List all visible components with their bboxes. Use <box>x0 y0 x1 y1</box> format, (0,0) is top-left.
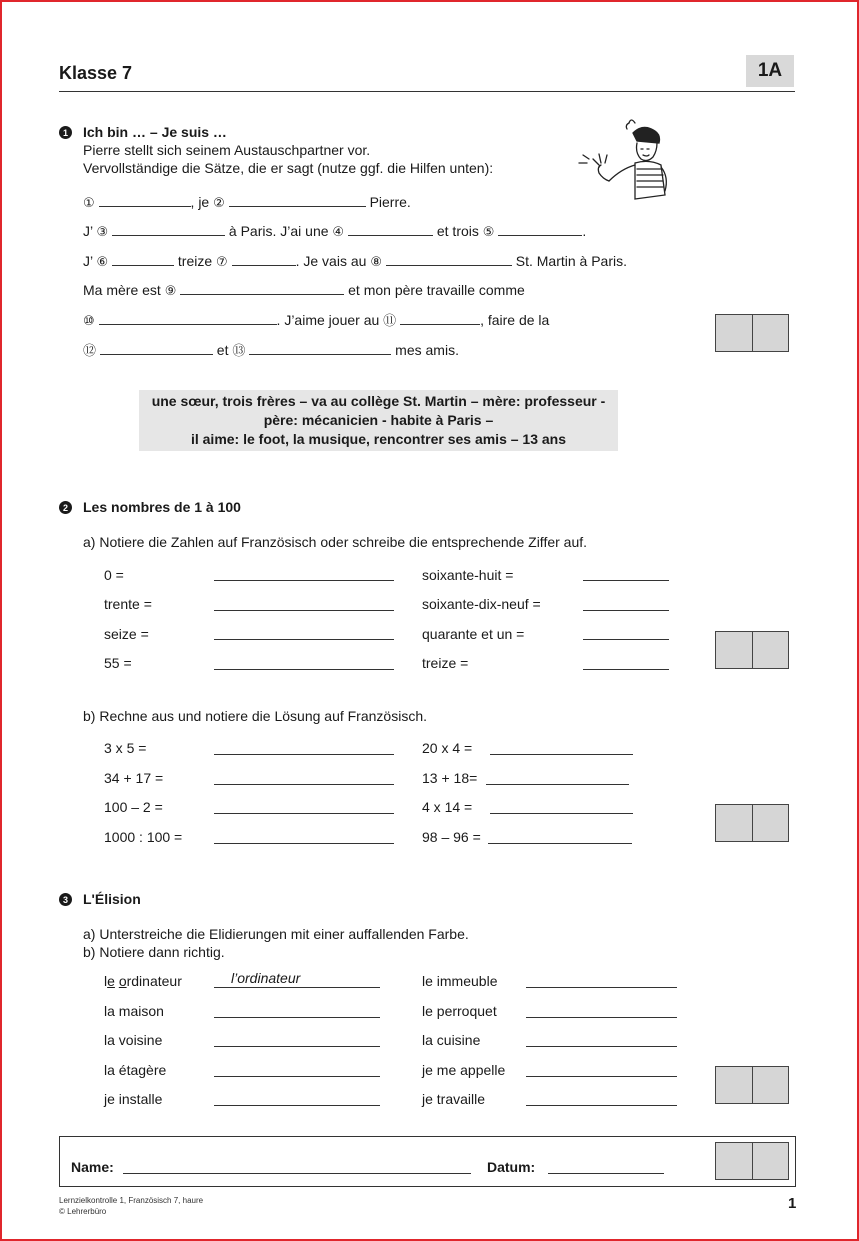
answer-line[interactable] <box>214 669 394 670</box>
answer-line[interactable] <box>214 754 394 755</box>
text-fragment: . J’aime jouer au <box>276 312 380 328</box>
answer-line[interactable] <box>214 784 394 785</box>
number-prompt: seize = <box>104 626 149 642</box>
section-2b-instruction: b) Rechne aus und notiere die Lösung auf Französisch. <box>83 708 427 724</box>
elision-prompt: la cuisine <box>422 1032 481 1048</box>
elision-prompt: la maison <box>104 1003 164 1019</box>
math-prompt: 4 x 14 = <box>422 799 473 815</box>
math-prompt: 1000 : 100 = <box>104 829 183 845</box>
hint-box <box>139 390 618 451</box>
answer-line[interactable] <box>526 1076 677 1077</box>
elision-example-prompt <box>104 973 182 989</box>
letter: l <box>104 973 108 989</box>
date-field[interactable] <box>548 1173 664 1174</box>
blank-10[interactable] <box>99 310 277 325</box>
circled-number: ① <box>83 196 95 211</box>
text-fragment: Ma mère est <box>83 282 161 298</box>
text-fragment: . Je vais au <box>295 253 367 269</box>
section-number-3: 3 <box>59 893 72 906</box>
blank-5[interactable] <box>498 221 582 236</box>
text-fragment: . <box>582 223 587 239</box>
section-1-intro-1: Pierre stellt sich seinem Austauschpartner vor. <box>83 142 371 158</box>
answer-line[interactable] <box>583 610 669 611</box>
answer-line[interactable] <box>214 580 394 581</box>
answer-line[interactable] <box>214 1076 380 1077</box>
answer-line[interactable] <box>214 843 394 844</box>
name-field[interactable] <box>123 1173 471 1174</box>
section-3b-instruction: b) Notiere dann richtig. <box>83 944 225 960</box>
circled-number: ⑪ <box>383 314 397 329</box>
math-prompt: 20 x 4 = <box>422 740 473 756</box>
date-label: Datum: <box>487 1159 536 1175</box>
blank-6[interactable] <box>112 251 174 266</box>
test-badge: 1A <box>746 55 794 87</box>
blank-9[interactable] <box>180 280 344 295</box>
class-title: Klasse 7 <box>59 63 133 83</box>
text-fragment: Pierre. <box>369 194 411 210</box>
header-divider <box>59 91 795 92</box>
blank-1[interactable] <box>99 192 191 207</box>
number-prompt: quarante et un = <box>422 626 525 642</box>
text-fragment: et mon père travaille comme <box>348 282 525 298</box>
number-prompt: trente = <box>104 596 152 612</box>
answer-line[interactable] <box>214 1017 380 1018</box>
text-fragment: , je <box>190 194 210 210</box>
elision-prompt: le perroquet <box>422 1003 497 1019</box>
sentence-line-1 <box>83 192 411 211</box>
example-answer: l’ordinateur <box>231 970 301 986</box>
sentence-line-5 <box>83 310 549 329</box>
answer-line[interactable] <box>490 754 633 755</box>
underlined-letter: e <box>107 973 115 989</box>
sentence-line-4 <box>83 280 525 299</box>
answer-line[interactable] <box>526 1046 677 1047</box>
section-number-2: 2 <box>59 501 72 514</box>
blank-2[interactable] <box>229 192 366 207</box>
number-prompt: 55 = <box>104 655 132 671</box>
footer-credit-2: © Lehrerbüro <box>59 1207 107 1216</box>
circled-number: ⑥ <box>96 255 109 270</box>
answer-line[interactable] <box>490 813 633 814</box>
number-prompt: soixante-huit = <box>422 567 514 583</box>
circled-number: ④ <box>332 225 345 240</box>
underlined-letter: o <box>118 973 127 989</box>
elision-prompt: je installe <box>104 1091 163 1107</box>
circled-number: ⑦ <box>216 255 228 270</box>
section-number-1: 1 <box>59 126 72 139</box>
circled-number: ③ <box>96 225 109 240</box>
number-prompt: 0 = <box>104 567 124 583</box>
text-fragment: J’ <box>83 253 93 269</box>
answer-line[interactable] <box>214 1105 380 1106</box>
answer-line[interactable] <box>214 1046 380 1047</box>
sentence-line-2 <box>83 221 586 240</box>
blank-13[interactable] <box>249 340 391 355</box>
text-fragment: mes amis. <box>395 342 459 358</box>
page-number: 1 <box>788 1195 797 1212</box>
math-prompt: 3 x 5 = <box>104 740 147 756</box>
circled-number: ⑬ <box>232 344 246 359</box>
text-fragment: et <box>216 342 229 358</box>
name-label: Name: <box>71 1159 114 1175</box>
section-3a-instruction: a) Unterstreiche die Elidierungen mit einer auffallenden Farbe. <box>83 926 469 942</box>
sentence-line-6 <box>83 340 459 359</box>
circled-number: ⑤ <box>482 225 495 240</box>
answer-line[interactable] <box>526 987 677 988</box>
elision-prompt: je me appelle <box>422 1062 506 1078</box>
text-fragment: et trois <box>436 223 479 239</box>
text-fragment: St. Martin à Paris. <box>515 253 628 269</box>
answer-line[interactable] <box>214 639 394 640</box>
section-title-3: L'Élision <box>83 891 141 907</box>
text-fragment: à Paris. J’ai une <box>228 223 329 239</box>
circled-number: ⑧ <box>370 255 382 270</box>
circled-number: ② <box>213 196 225 211</box>
elision-prompt: la voisine <box>104 1032 163 1048</box>
hint-line: père: mécanicien - habite à Paris – <box>263 412 494 428</box>
section-title-2: Les nombres de 1 à 100 <box>83 499 241 515</box>
score-box-2a[interactable] <box>715 631 789 669</box>
name-date-box <box>59 1136 796 1187</box>
text-fragment: treize <box>177 253 213 269</box>
blank-8[interactable] <box>386 251 512 266</box>
circled-number: ⑩ <box>83 314 95 329</box>
answer-line[interactable] <box>526 1105 677 1106</box>
elision-prompt: je travaille <box>422 1091 486 1107</box>
blank-12[interactable] <box>100 340 213 355</box>
circled-number: ⑨ <box>164 284 177 299</box>
section-1-intro-2: Vervollständige die Sätze, die er sagt (nutze ggf. die Hilfen unten): <box>83 160 494 176</box>
answer-line[interactable] <box>583 669 669 670</box>
blank-7[interactable] <box>232 251 296 266</box>
math-prompt: 13 + 18= <box>422 770 478 786</box>
score-box-2b[interactable] <box>715 804 789 842</box>
text-fragment: J’ <box>83 223 93 239</box>
letter: rdinateur <box>126 973 182 989</box>
math-prompt: 100 – 2 = <box>104 799 163 815</box>
math-prompt: 98 – 96 = <box>422 829 481 845</box>
sentence-line-3 <box>83 251 627 270</box>
elision-prompt: la étagère <box>104 1062 167 1078</box>
answer-line[interactable] <box>214 610 394 611</box>
answer-line[interactable] <box>526 1017 677 1018</box>
blank-4[interactable] <box>348 221 433 236</box>
blank-11[interactable] <box>400 310 480 325</box>
number-prompt: soixante-dix-neuf = <box>422 596 541 612</box>
score-box-1[interactable] <box>715 314 789 352</box>
blank-3[interactable] <box>112 221 225 236</box>
text-fragment: , faire de la <box>480 312 550 328</box>
elision-prompt: le immeuble <box>422 973 498 989</box>
answer-line[interactable] <box>583 580 669 581</box>
footer-credit-1: Lernzielkontrolle 1, Französisch 7, haure <box>59 1196 204 1205</box>
number-prompt: treize = <box>422 655 469 671</box>
section-2a-instruction: a) Notiere die Zahlen auf Französisch oder schreibe die entsprechende Ziffer auf. <box>83 534 588 550</box>
answer-line[interactable] <box>486 784 629 785</box>
answer-line[interactable] <box>583 639 669 640</box>
answer-line[interactable] <box>214 987 380 988</box>
hint-line: une sœur, trois frères – va au collège St. Martin – mère: professeur - <box>151 393 606 409</box>
pierre-illustration <box>575 115 673 203</box>
answer-line[interactable] <box>214 813 394 814</box>
math-prompt: 34 + 17 = <box>104 770 164 786</box>
section-title-1: Ich bin … – Je suis … <box>83 124 227 140</box>
total-score-box[interactable] <box>715 1142 789 1180</box>
score-box-3[interactable] <box>715 1066 789 1104</box>
circled-number: ⑫ <box>83 344 97 359</box>
answer-line[interactable] <box>488 843 632 844</box>
hint-line: il aime: le foot, la musique, rencontrer ses amis – 13 ans <box>190 431 567 447</box>
